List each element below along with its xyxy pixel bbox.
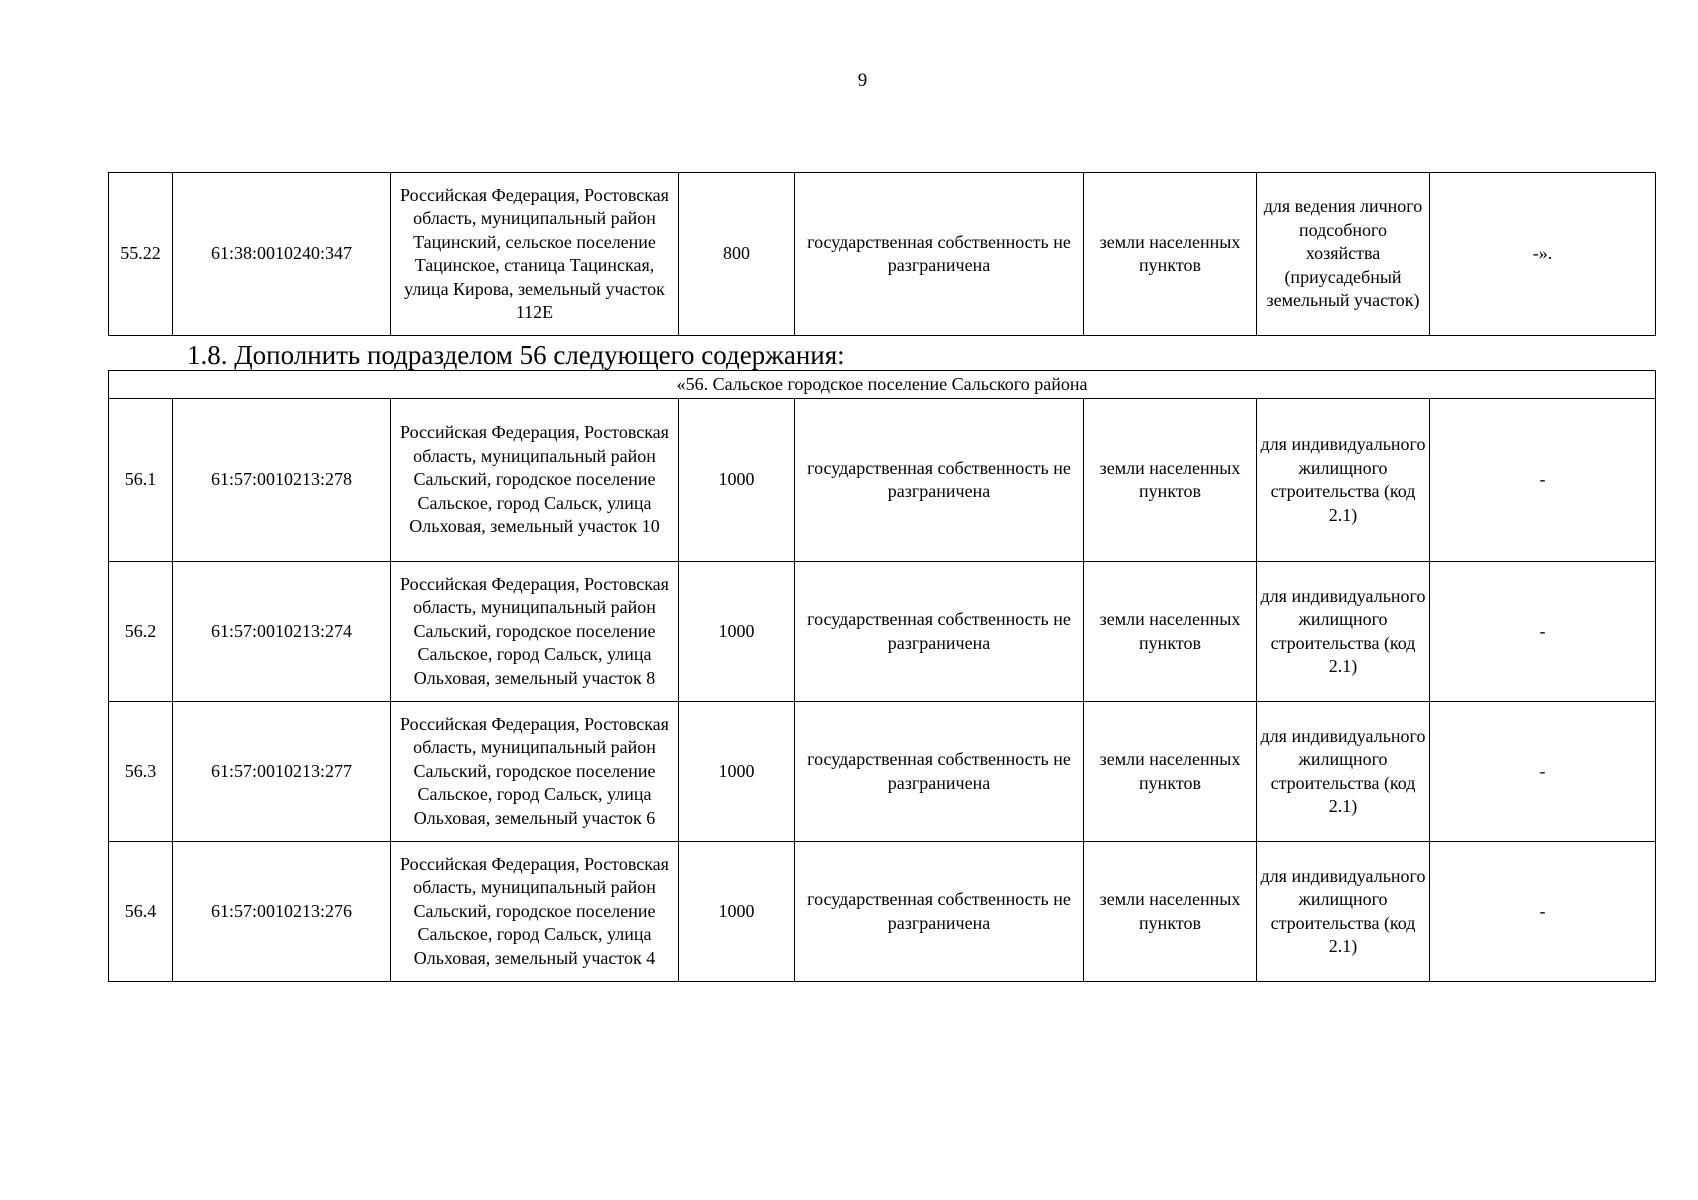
table-row [109, 842, 1656, 982]
land-category-cell: земли населенных пунктов [1084, 173, 1257, 336]
table-row [109, 173, 1656, 336]
ownership-cell: государственная собственность не разграничена [795, 562, 1084, 702]
land-category-cell: земли населенных пунктов [1084, 562, 1257, 702]
ownership-cell: государственная собственность не разграничена [795, 842, 1084, 982]
note-cell: - [1430, 842, 1656, 982]
area-cell: 1000 [679, 842, 795, 982]
permitted-use-cell: для ведения личного подсобного хозяйства (приусадебный земельный участок) [1257, 173, 1430, 336]
cadastral-number: 61:57:0010213:276 [173, 842, 391, 982]
permitted-use-cell: для индивидуального жилищного строительства (код 2.1) [1257, 702, 1430, 842]
row-number: 56.2 [109, 562, 173, 702]
row-number: 56.3 [109, 702, 173, 842]
ownership-cell: государственная собственность не разграничена [795, 702, 1084, 842]
table-row [109, 562, 1656, 702]
land-category-cell: земли населенных пунктов [1084, 702, 1257, 842]
note-cell: - [1430, 399, 1656, 562]
cadastral-number: 61:57:0010213:277 [173, 702, 391, 842]
address-cell: Российская Федерация, Ростовская область, муниципальный район Сальский, городское поселение Сальское, город Сальск, улица Ольховая, земельный участок 8 [391, 562, 679, 702]
address-cell: Российская Федерация, Ростовская область, муниципальный район Сальский, городское поселение Сальское, город Сальск, улица Ольховая, земельный участок 6 [391, 702, 679, 842]
address-cell: Российская Федерация, Ростовская область, муниципальный район Сальский, городское поселение Сальское, город Сальск, улица Ольховая, земельный участок 4 [391, 842, 679, 982]
area-cell: 1000 [679, 702, 795, 842]
table-row [109, 399, 1656, 562]
ownership-cell: государственная собственность не разграничена [795, 173, 1084, 336]
cadastral-number: 61:57:0010213:278 [173, 399, 391, 562]
area-cell: 1000 [679, 399, 795, 562]
row-number: 56.1 [109, 399, 173, 562]
section-heading: 1.8. Дополнить подразделом 56 следующего содержания: [187, 340, 845, 370]
row-number: 56.4 [109, 842, 173, 982]
area-cell: 1000 [679, 562, 795, 702]
area-cell: 800 [679, 173, 795, 336]
row-number: 55.22 [109, 173, 173, 336]
land-plots-table-continuation [108, 172, 1656, 336]
note-cell: -». [1430, 173, 1656, 336]
cadastral-number: 61:57:0010213:274 [173, 562, 391, 702]
cadastral-number: 61:38:0010240:347 [173, 173, 391, 336]
ownership-cell: государственная собственность не разграничена [795, 399, 1084, 562]
land-category-cell: земли населенных пунктов [1084, 842, 1257, 982]
table-row [109, 702, 1656, 842]
section-title: «56. Сальское городское поселение Сальского района [109, 371, 1656, 399]
note-cell: - [1430, 702, 1656, 842]
land-plots-table [108, 370, 1656, 982]
section-title-row [109, 371, 1656, 399]
page-number: 9 [857, 70, 868, 91]
address-cell: Российская Федерация, Ростовская область, муниципальный район Сальский, городское поселение Сальское, город Сальск, улица Ольховая, земельный участок 10 [391, 399, 679, 562]
address-cell: Российская Федерация, Ростовская область, муниципальный район Тацинский, сельское поселение Тацинское, станица Тацинская, улица Кирова, земельный участок 112Е [391, 173, 679, 336]
land-category-cell: земли населенных пунктов [1084, 399, 1257, 562]
permitted-use-cell: для индивидуального жилищного строительства (код 2.1) [1257, 842, 1430, 982]
permitted-use-cell: для индивидуального жилищного строительства (код 2.1) [1257, 562, 1430, 702]
permitted-use-cell: для индивидуального жилищного строительства (код 2.1) [1257, 399, 1430, 562]
note-cell: - [1430, 562, 1656, 702]
